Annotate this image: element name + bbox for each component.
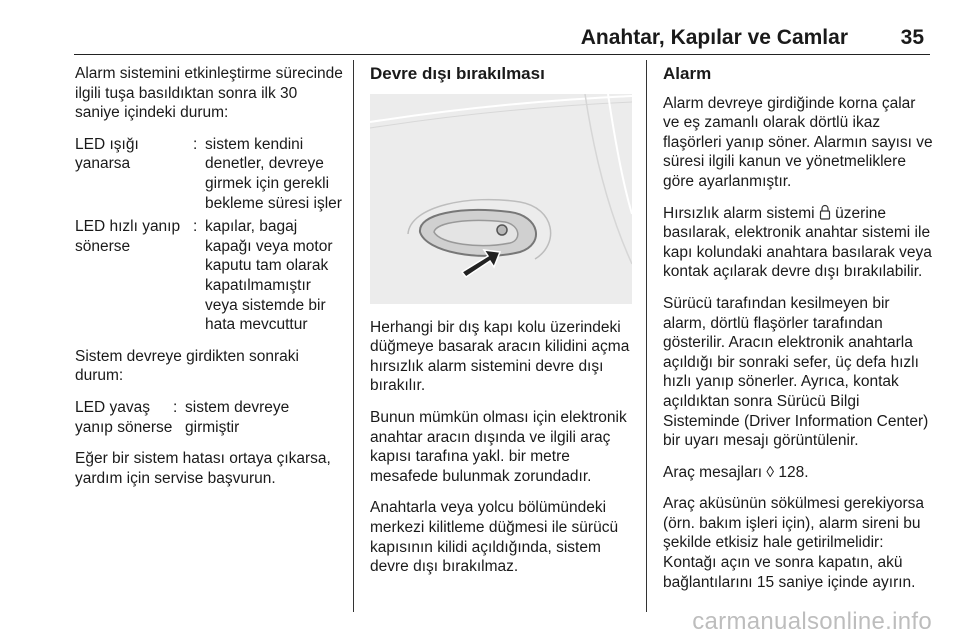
padlock-icon (819, 204, 831, 220)
service-paragraph: Eğer bir sistem hatası ortaya çıkarsa, yardım için servise başvurun. (75, 450, 331, 487)
intro-paragraph: Alarm sistemini etkinleştirme sürecinde ilgili tuşa basıldıktan sonra ilk 30 saniye içindeki durum: (75, 65, 343, 122)
alarm-paragraph-5: Araç aküsünün sökülmesi gerekiyorsa (örn. bakım işleri için), alarm sireni bu şekilde etkisiz hale getirilmelidir: Kontağı açın ve sonra kapatın, akü bağlantılarını 15 saniye içinde ayırın. (663, 495, 925, 591)
definition-list-armed (75, 398, 343, 437)
definition-text: kapılar, bagaj kapağı veya motor kaputu tam olarak kapatılmamıştır veya sistemde bir hata mevcuttur (205, 218, 333, 334)
definition-term: LED yavaş yanıp sönerse (75, 398, 173, 436)
alarm-paragraph-1: Alarm devreye girdiğinde korna çalar ve eş zamanlı olarak dörtlü ikaz flaşörleri yanıp söner. Alarmın sayısı ve süresi ilgili kanun ve yönetmeliklere göre ayarlanmıştır. (663, 94, 933, 190)
definition-text: sistem kendini denetler, devreye girmek için gerekli bekleme süresi işler (205, 135, 342, 212)
column-middle (370, 64, 636, 589)
page-header-title: Anahtar, Kapılar ve Camlar (580, 26, 848, 49)
definition-term: LED hızlı yanıp sönerse (75, 218, 181, 255)
vehicle-messages-reference: Araç mesajları ◊ 128. (663, 463, 809, 481)
door-handle-drawing (370, 94, 632, 304)
definition-colon: : (173, 398, 178, 416)
alarm-paragraph-2 (663, 204, 933, 282)
alarm-paragraph-2-start: Hırsızlık alarm sistemi (663, 204, 819, 222)
alarm-paragraph-2-end: üzerine basılarak, elektronik anahtar sistemi ile kapı kolundaki anahtara basılarak veya kontak açılarak devre dışı bırakılabilir. (663, 204, 932, 281)
column-divider (353, 60, 354, 612)
definition-term: LED ışığı yanarsa (75, 135, 139, 173)
definition-colon: : (193, 218, 198, 236)
status-paragraph: Sistem devreye girdikten sonraki durum: (75, 347, 299, 385)
column-divider (646, 60, 647, 612)
definition-row (75, 135, 343, 213)
section-heading-deactivation: Devre dışı bırakılması (370, 64, 545, 83)
column-right (663, 64, 933, 604)
definition-list-activation (75, 135, 343, 335)
deactivation-paragraph-2: Bunun mümkün olması için elektronik anahtar aracın dışında ve ilgili araç kapısı tarafına yakl. bir metre mesafede bulunmak zorundadır. (370, 408, 627, 485)
definition-row (75, 217, 343, 335)
definition-text: sistem devreye girmiştir (185, 398, 290, 436)
door-handle-illustration (370, 94, 632, 304)
watermark: carmanualsonline.info (692, 608, 932, 635)
deactivation-paragraph-1: Herhangi bir dış kapı kolu üzerindeki düğmeye basarak aracın kilidini açma hırsızlık alarm sistemini devre dışı bırakılır. (370, 318, 630, 395)
page-number: 35 (900, 26, 924, 49)
section-heading-alarm: Alarm (663, 64, 712, 83)
definition-row (75, 398, 343, 437)
deactivation-paragraph-3: Anahtarla veya yolcu bölümündeki merkezi kilitleme düğmesi ile sürücü kapısının kilidi açıldığında, sistem devre dışı bırakılmaz. (370, 499, 619, 576)
alarm-paragraph-3: Sürücü tarafından kesilmeyen bir alarm, dörtlü flaşörler tarafından gösterilir. Aracın elektronik anahtarla açıldığı bir sonraki sefer, üç defa hızlı hızlı yanıp sönerler. Ayrıca, kontak açıldıktan sonra Sürücü Bilgi Sisteminde (Driver Information Center) bir uyarı mesajı görüntülenir. (663, 294, 929, 450)
definition-colon: : (193, 135, 198, 153)
page-header (74, 22, 930, 55)
column-left (75, 64, 343, 500)
